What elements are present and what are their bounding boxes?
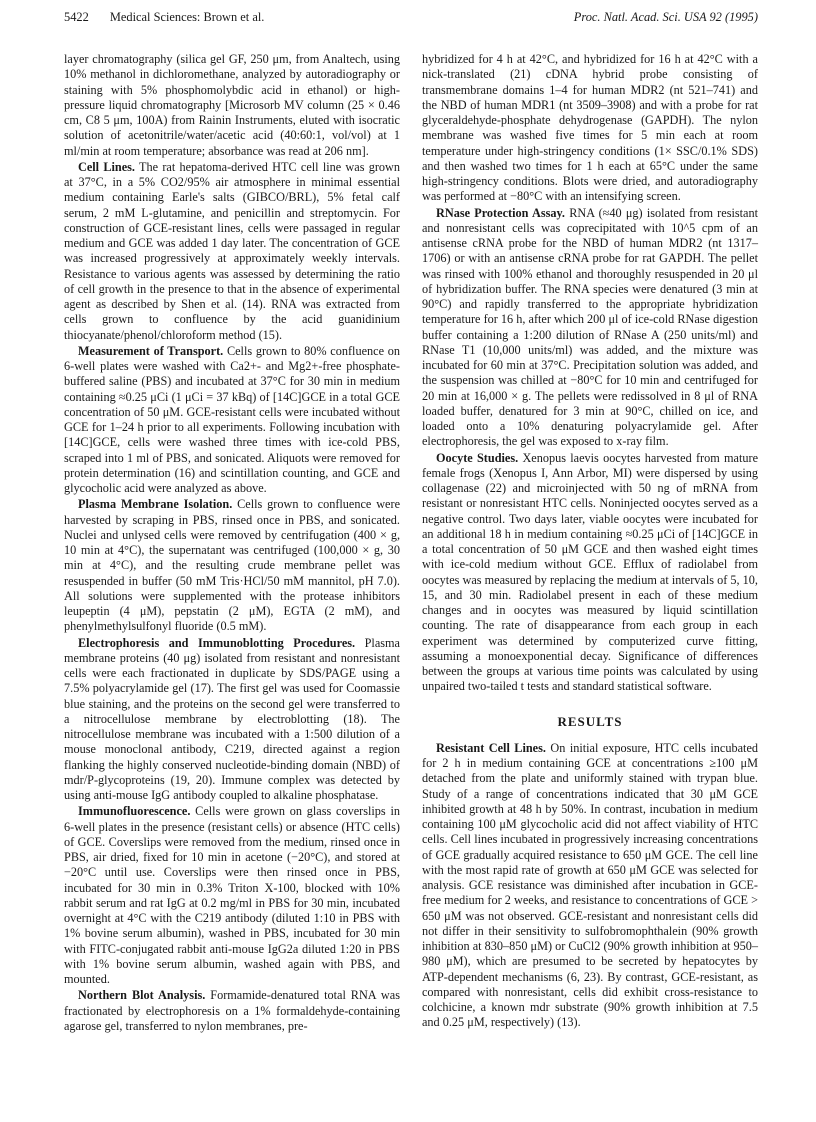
northern-heading: Northern Blot Analysis.	[78, 988, 206, 1003]
northern-text: Formamide-denatured total RNA was fractionated by electrophoresis on a 1% formaldehyde-containing agarose gel, transferred to nylon membranes, pre-	[64, 988, 400, 1033]
oocyte-text: Xenopus laevis oocytes harvested from mature female frogs (Xenopus I, Ann Arbor, MI) were dispersed by using collagenase (22) and microinjected with 50 ng of mRNA from resistant or nonresistant HTC cells. Noninjected oocytes served as a negative control. Two days later, viable oocytes were incubated for an additional 18 h in medium containing ≈0.25 μCi of [14C]GCE in a total concentration of 50 μM GCE and then washed eight times with ice-cold medium without GCE. Efflux of radiolabel from oocytes was measured by replacing the medium at intervals of 5, 10, 15, and 30 min. Radiolabel present in each of these medium changes and in oocytes was measured by liquid scintillation counting. The rate of disappearance from each group in each experiment was determined by computerized curve fitting, assuming a monoexponential decay. Significance of differences between the groups at various time points was calculated by using unpaired two-tailed t tests and standard statistical software.	[422, 450, 759, 694]
electrophoresis-text: Plasma membrane proteins (40 μg) isolated from resistant and nonresistant cells were each fractionated in duplicate by SDS/PAGE using a 7.5% polyacrylamide gel (17). The first gel was used for Coomassie blue staining, and the proteins on the second gel were transferred to a nitrocellulose membrane by electroblotting (18). The nitrocellulose membrane was incubated with a 1:500 dilution of a mouse monoclonal antibody, C219, directed against a region flanking the highly conserved nucleotide-binding domain (NBD) of mdr/P-glycoproteins (19, 20). Immune complex was detected by using anti-mouse IgG antibody coupled to alkaline phosphatase.	[64, 635, 400, 802]
transport-paragraph	[64, 344, 400, 497]
resistant-lines-heading: Resistant Cell Lines.	[436, 740, 546, 755]
rnase-text: RNA (≈40 μg) isolated from resistant and nonresistant cells was coprecipitated with 10^5 cpm of an antisense cRNA probe for the NBD of human MDR2 (nt 1317–1706) or with an antisense cRNA probe for rat GAPDH. The pellet was rinsed with 100% ethanol and thoroughly resuspended in 20 μl of hybridization buffer. The RNA species were denatured (3 min at 90°C) and rapidly transferred to the appropriate hybridization temperature for 16 h, after which 200 μl of ice-cold RNase digestion buffer containing a 1:200 dilution of RNase A (250 units/ml) and RNase T1 (10,000 units/ml) was added, and the mixture was incubated for 60 min at 37°C. Precipitation solution was added, and the suspension was chilled at −80°C for 10 min and centrifuged for 20 min at 16,000 × g. The pellets were redissolved in 8 μl of RNA loaded buffer, denatured for 3 min at 90°C, chilled on ice, and loaded onto a 10% denaturing polyacrylamide gel. After electrophoresis, the gel was exposed to x-ray film.	[422, 205, 759, 449]
section-authors: Medical Sciences: Brown et al.	[109, 10, 265, 24]
electrophoresis-heading: Electrophoresis and Immunoblotting Procedures.	[78, 635, 356, 650]
cell-lines-heading: Cell Lines.	[78, 159, 135, 174]
intro-paragraph: layer chromatography (silica gel GF, 250 μm, from Analtech, using 10% methanol in dichloromethane, analyzed by autoradiography or staining with 5% phosphomolybdic acid in ethanol) or high-pressure liquid chromatography [Microsorb MV column (25 × 0.46 cm, C8 5 μm, 100A) from Rainin Instruments, eluted with isocratic solution of acetonitrile/water/acetic acid (40:60:1, vol/vol) at 1 ml/min at room temperature; absorbance was read at 206 nm].	[64, 52, 400, 158]
cell-lines-paragraph	[64, 160, 400, 343]
rnase-heading: RNase Protection Assay.	[436, 205, 565, 220]
oocyte-heading: Oocyte Studies.	[436, 450, 519, 465]
immunofluorescence-paragraph	[64, 804, 400, 987]
resistant-lines-paragraph	[422, 741, 758, 1031]
rnase-paragraph	[422, 206, 758, 450]
membrane-heading: Plasma Membrane Isolation.	[78, 497, 233, 512]
results-heading: RESULTS	[557, 713, 623, 729]
transport-text: Cells grown to 80% confluence on 6-well plates were washed with Ca2+- and Mg2+-free phosphate-buffered saline (PBS) and incubated at 37°C for 30 min in medium containing ≈0.25 μCi (1 μCi = 37 kBq) of [14C]GCE in a total GCE concentration of 50 μM. GCE-resistant cells were incubated without GCE for 1–24 h prior to all experiments. Following incubation with [14C]GCE, cells were washed three times with ice-cold PBS, scraped into 1 ml of PBS, and sonicated. Aliquots were removed for protein determination (16) and scintillation counting, and GCE and glycocholic acid were analyzed as above.	[64, 343, 400, 495]
running-header	[64, 6, 758, 28]
oocyte-paragraph	[422, 451, 758, 695]
header-left	[64, 6, 264, 28]
immunofluorescence-text: Cells were grown on glass coverslips in 6-well plates in the presence (resistant cells) or absence (HTC cells) of GCE. Coverslips were removed from the medium, rinsed once in PBS, air dried, fixed for 10 min in acetone (−20°C), and stored at −20°C until use. Coverslips were then rinsed once in PBS, incubated for 30 min in 0.3% Triton X-100, blocked with 10% rabbit serum and rat IgG at 0.2 mg/ml in PBS for 30 min, incubated overnight at 4°C with the C219 antibody (diluted 1:10 in PBS with 1% bovine serum albumin), washed in PBS, incubated for 30 min with FITC-conjugated rabbit anti-mouse IgG2a diluted 1:20 in PBS with 1% bovine serum albumin, washed again with PBS, and mounted.	[64, 804, 400, 986]
transport-heading: Measurement of Transport.	[78, 343, 224, 358]
immunofluorescence-heading: Immunofluorescence.	[78, 804, 191, 819]
left-column	[64, 52, 400, 1034]
electrophoresis-paragraph	[64, 636, 400, 804]
page-number: 5422	[64, 10, 89, 24]
northern-paragraph	[64, 988, 400, 1034]
membrane-paragraph	[64, 497, 400, 634]
right-column	[422, 52, 758, 1031]
resistant-lines-text: On initial exposure, HTC cells incubated for 2 h in medium containing GCE at concentrations ≥100 μM detached from the plate and uniformly stained with trypan blue. Study of a range of concentrations indicated that 30 μM GCE inhibited growth at 48 h by 50%. In contrast, incubation in medium containing 100 μM glycocholic acid did not affect viability of HTC cells. Cell lines incubated in progressively increasing concentrations of GCE gradually acquired resistance to 650 μM GCE. The cell line with the most rapid rate of growth at 650 μM GCE was selected for analysis. GCE resistance was diminished after incubation in GCE-free medium for 2 weeks, and resistance to concentrations of GCE > 650 μM was not observed. GCE-resistant and nonresistant cells did not differ in their sensitivity to sulfobromophthalein (90% growth inhibition at 830–850 μM) or CuCl2 (90% growth inhibition at 950–980 μM), which are presumed to be secreted by hepatocytes by ATP-dependent mechanisms (6, 23). By contrast, GCE-resistant, as compared with nonresistant, cells did exhibit cross-resistance to colchicine, a known mdr substrate (90% growth inhibition at 7.5 and 0.25 μM, respectively) (13).	[422, 740, 759, 1030]
cell-lines-text: The rat hepatoma-derived HTC cell line was grown at 37°C, in a 5% CO2/95% air atmosphere in minimal essential medium containing Earle's salts (GIBCO/BRL), 5% fetal calf serum, 2 mM L-glutamine, and penicillin and streptomycin. For construction of GCE-resistant lines, cells were passaged in regular medium and GCE was added 1 day later. The concentration of GCE was increased progressively at approximately weekly intervals. Resistance to various agents was assessed by determining the ratio of cell growth in the presence to that in the absence of experimental agent as described by Shen et al. (14). RNA was extracted from cells grown to confluence by the acid guanidinium thiocyanate/phenol/chloroform method (15).	[64, 159, 401, 342]
journal-citation: Proc. Natl. Acad. Sci. USA 92 (1995)	[573, 10, 758, 24]
membrane-text: Cells grown to confluence were harvested by scraping in PBS, rinsed once in PBS, and sonicated. Nuclei and unlysed cells were removed by centrifugation (400 × g, 10 min at 4°C), the supernatant was centrifuged (100,000 × g, 30 min at 4°C), and the resulting crude membrane pellet was resuspended in buffer (50 mM Tris·HCl/50 mM mannitol, pH 7.0). All solutions were supplemented with the protease inhibitors leupeptin (4 μM), pepstatin (2 μM), EGTA (2 mM), and phenylmethylsulfonyl fluoride (0.5 mM).	[64, 497, 401, 634]
northern-continued-paragraph: hybridized for 4 h at 42°C, and hybridized for 16 h at 42°C with a nick-translated (21) cDNA hybrid probe consisting of transmembrane domains 1–4 for human MDR2 (nt 521–741) and the NBD of human MDR1 (nt 3509–3908) and with a probe for rat glyceraldehyde-phosphate dehydrogenase (GAPDH). The nylon membrane was washed five times for 5 min each at room temperature under high-stringency conditions (1× SSC/0.1% SDS) and then washed two times for 1 h each at 65°C under the same high-stringency conditions. Blots were dried, and autoradiography was performed at −80°C with an intensifying screen.	[422, 52, 758, 204]
